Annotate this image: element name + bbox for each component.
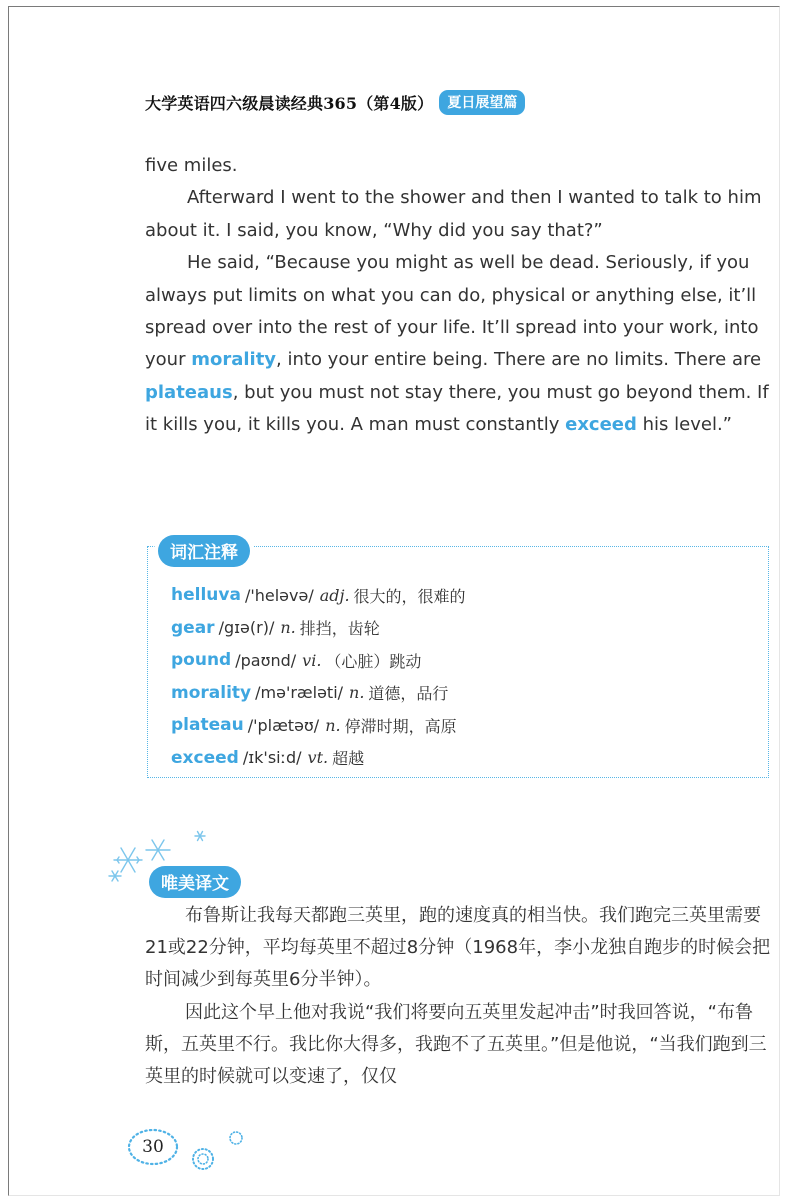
vocab-meaning: （心脏）跳动 [325,651,422,671]
vocab-item [171,612,751,645]
text-segment: , but you must not stay there, you must go beyond them. If it kills you, it kills you. A man must constantly [145,381,769,436]
translation-paragraph-2: 因此这个早上他对我说“我们将要向五英里发起冲击”时我回答说，“布鲁斯，五英里不行。我比你大得多，我跑不了五英里。”但是他说，“当我们跑到三英里的时候就可以变速了，仅仅 [145,1001,767,1088]
keyword-morality: morality [191,349,277,371]
keyword-exceed: exceed [565,414,637,436]
vocab-meaning: 很大的，很难的 [353,586,466,606]
running-header [145,88,525,116]
vocab-meaning: 道德，品行 [368,684,449,704]
vocab-item [171,644,751,677]
vocab-word: morality [171,682,252,703]
vocabulary-title: 词汇注释 [158,535,250,567]
page-number: 30 [142,1137,164,1157]
vocab-item [171,742,751,775]
vocab-meaning: 排挡，齿轮 [299,619,380,639]
vocab-phonetic: /'heləvə/ [244,585,314,605]
translation-passage [145,900,773,1093]
text-segment: his level.” [636,414,732,436]
book-title: 大学英语四六级晨读经典365（第4版） [145,93,434,113]
vocab-pos: n. [280,618,296,638]
translation-paragraph-1: 布鲁斯让我每天都跑三英里，跑的速度真的相当快。我们跑完三英里需要21或22分钟，平均每英里不超过8分钟（1968年，李小龙独自跑步的时候会把时间减少到每英里6分半钟）。 [145,905,771,991]
vocab-pos: vi. [302,650,322,670]
series-badge: 夏日展望篇 [439,90,525,115]
vocab-phonetic: /'plætəʊ/ [247,715,320,735]
vocab-word: exceed [171,747,239,768]
english-paragraph-1: five miles. [145,155,238,176]
vocab-item [171,709,751,742]
vocab-pos: adj. [319,585,350,605]
vocab-phonetic: /mə'ræləti/ [255,683,344,703]
vocab-word: plateau [171,715,244,736]
vocab-item [171,677,751,710]
text-segment: , into your entire being. There are no limits. There are [276,349,762,371]
english-paragraph-3 [145,247,770,441]
english-paragraph-2: Afterward I went to the shower and then I wanted to talk to him about it. I said, you know, “Why did you say that?” [145,187,762,241]
vocab-meaning: 停滞时期，高原 [344,716,457,736]
dotted-circle-icon [190,1146,216,1172]
vocab-phonetic: /gɪə(r)/ [218,618,275,638]
vocab-phonetic: /paʊnd/ [235,650,297,670]
vocab-word: gear [171,617,215,638]
vocab-pos: n. [325,715,341,735]
keyword-plateaus: plateaus [145,381,233,403]
english-passage [145,150,770,442]
vocab-pos: n. [349,683,365,703]
vocab-phonetic: /ɪk'siːd/ [242,748,302,768]
vocab-meaning: 超越 [332,749,365,769]
dotted-circle-icon [228,1130,244,1146]
vocab-word: helluva [171,585,241,606]
page-number-badge [126,1127,180,1167]
vocab-item [171,579,751,612]
vocabulary-list [171,579,751,774]
vocab-word: pound [171,650,232,671]
translation-title: 唯美译文 [149,866,241,898]
vocab-pos: vt. [307,748,329,768]
text-segment: He said, “Because you might as well be dead. Seriously, if you always put limits on what you can do, physical or anything else, it’ll spread over into the rest of your life. It’ll spread into your work, into your [145,252,759,371]
